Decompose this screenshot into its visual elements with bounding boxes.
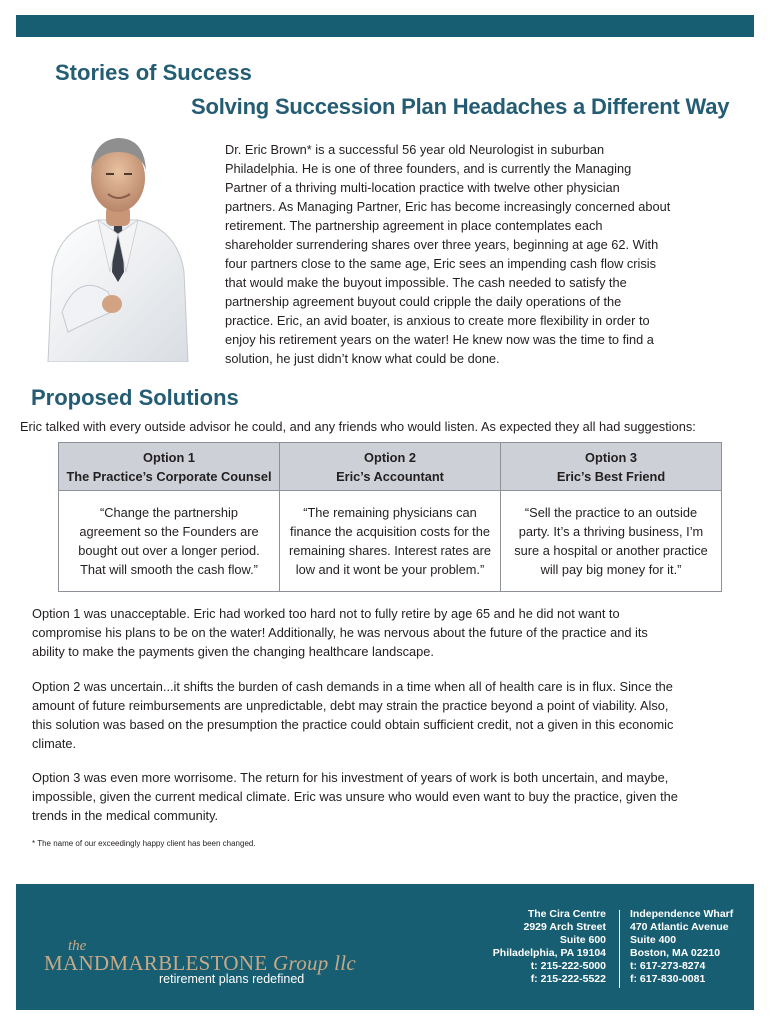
intro-line: Dr. Eric Brown* is a successful 56 year old Neurologist in suburban: [225, 142, 605, 157]
tagline: retirement plans redefined: [159, 972, 305, 986]
logo-group: Group llc: [273, 951, 357, 975]
paragraph-line: trends in the medical community.: [32, 808, 219, 823]
intro-line: four partners close to the same age, Eric sees an impending cash flow crisis: [225, 256, 657, 271]
proposed-solutions-heading: Proposed Solutions: [31, 385, 239, 410]
paragraph-line: amount of future reimbursements are unpredictable, debt may strain the practice beyond a point of viability. Also,: [32, 698, 669, 713]
address-line: 2929 Arch Street: [523, 921, 606, 933]
intro-line: solution, he just didn’t know what could be done.: [225, 351, 500, 366]
paragraph-line: compromise his plans to be on the water! Additionally, he was nervous about the future of the practice and its: [32, 625, 648, 640]
option-source: Eric’s Accountant: [336, 468, 444, 484]
paragraph-line: Option 1 was unacceptable. Eric had worked too hard not to fully retire by age 65 and he did not want to: [32, 606, 620, 621]
intro-line: retirement. The partnership agreement in place contemplates each: [225, 218, 603, 233]
address-line: Suite 600: [559, 934, 606, 946]
paragraph-line: climate.: [32, 736, 77, 751]
address-line: t: 215-222-5000: [530, 960, 606, 972]
intro-line: that would make the buyout impossible. The cash needed to satisfy the: [225, 275, 627, 290]
intro-line: partnership agreement buyout could cripple the daily operations of the: [225, 294, 622, 309]
address-line: f: 617-830-0081: [630, 973, 706, 985]
logo-name: MANDMARBLESTONE: [44, 951, 268, 975]
option-source: The Practice’s Corporate Counsel: [66, 468, 272, 484]
option-3-quote: “Sell the practice to an outside party. It’s a thriving business, I’m sure a hospital or another practice will pay big money for it.”: [501, 491, 722, 592]
option-3-analysis: [32, 768, 752, 825]
proposed-lead-text: Eric talked with every outside advisor he could, and any friends who would listen. As expected they all had suggestions:: [20, 419, 696, 434]
footnote: * The name of our exceedingly happy client has been changed.: [32, 839, 256, 848]
address-line: The Cira Centre: [527, 908, 606, 920]
intro-line: Partner of a thriving multi-location practice with twelve other physician: [225, 180, 620, 195]
option-2-quote: “The remaining physicians can finance the acquisition costs for the remaining shares. Interest rates are low and it wont be your problem.”: [280, 491, 501, 592]
footer-banner: [16, 884, 754, 1010]
philadelphia-address: [476, 908, 606, 986]
address-line: 470 Atlantic Avenue: [630, 921, 729, 933]
address-line: Suite 400: [630, 934, 677, 946]
intro-line: Philadelphia. He is one of three founders, and is currently the Managing: [225, 161, 632, 176]
doctor-portrait-icon: [38, 122, 198, 362]
option-source: Eric’s Best Friend: [556, 468, 666, 484]
address-line: Boston, MA 02210: [630, 947, 721, 959]
address-line: Philadelphia, PA 19104: [492, 947, 606, 959]
intro-line: practice. Eric, an avid boater, is anxious to create more flexibility in order to: [225, 313, 650, 328]
option-1-quote: “Change the partnership agreement so the Founders are bought out over a longer period. That will smooth the cash flow.”: [59, 491, 280, 592]
option-label: Option 3: [585, 449, 637, 465]
paragraph-line: Option 2 was uncertain...it shifts the burden of cash demands in a time when all of health care is in flux. Since the: [32, 679, 673, 694]
intro-line: enjoy his retirement years on the water! He knew now was the time to find a: [225, 332, 654, 347]
option-3-header: [501, 443, 722, 491]
top-banner-bar: [16, 15, 754, 37]
paragraph-line: ability to make the payments given the changing healthcare landscape.: [32, 644, 434, 659]
address-line: t: 617-273-8274: [630, 960, 706, 972]
option-label: Option 1: [143, 449, 195, 465]
article-title: Solving Succession Plan Headaches a Different Way: [191, 94, 730, 119]
address-divider: [619, 910, 620, 988]
intro-line: partners. As Managing Partner, Eric has become increasingly concerned about: [225, 199, 671, 214]
paragraph-line: this solution was based on the presumption the practice could obtain sufficient credit, not a given in this economic: [32, 717, 674, 732]
options-quote-row: [59, 491, 722, 592]
option-2-header: [280, 443, 501, 491]
option-label: Option 2: [364, 449, 416, 465]
paragraph-line: impossible, given the current medical climate. Eric was unsure who would even want to buy the practice, given the: [32, 789, 678, 804]
boston-address: [630, 908, 750, 986]
intro-paragraph: [225, 140, 725, 368]
option-1-analysis: [32, 604, 752, 661]
paragraph-line: Option 3 was even more worrisome. The return for his investment of years of work is both uncertain, and maybe,: [32, 770, 669, 785]
logo-the: the: [68, 938, 87, 954]
options-table: [58, 442, 722, 592]
address-line: Independence Wharf: [630, 908, 734, 920]
option-1-header: [59, 443, 280, 491]
section-title: Stories of Success: [55, 60, 252, 85]
option-2-analysis: [32, 677, 752, 753]
intro-line: shareholder surrendering shares over three years, beginning at age 62. With: [225, 237, 659, 252]
address-line: f: 215-222-5522: [530, 973, 606, 985]
options-header-row: [59, 443, 722, 491]
